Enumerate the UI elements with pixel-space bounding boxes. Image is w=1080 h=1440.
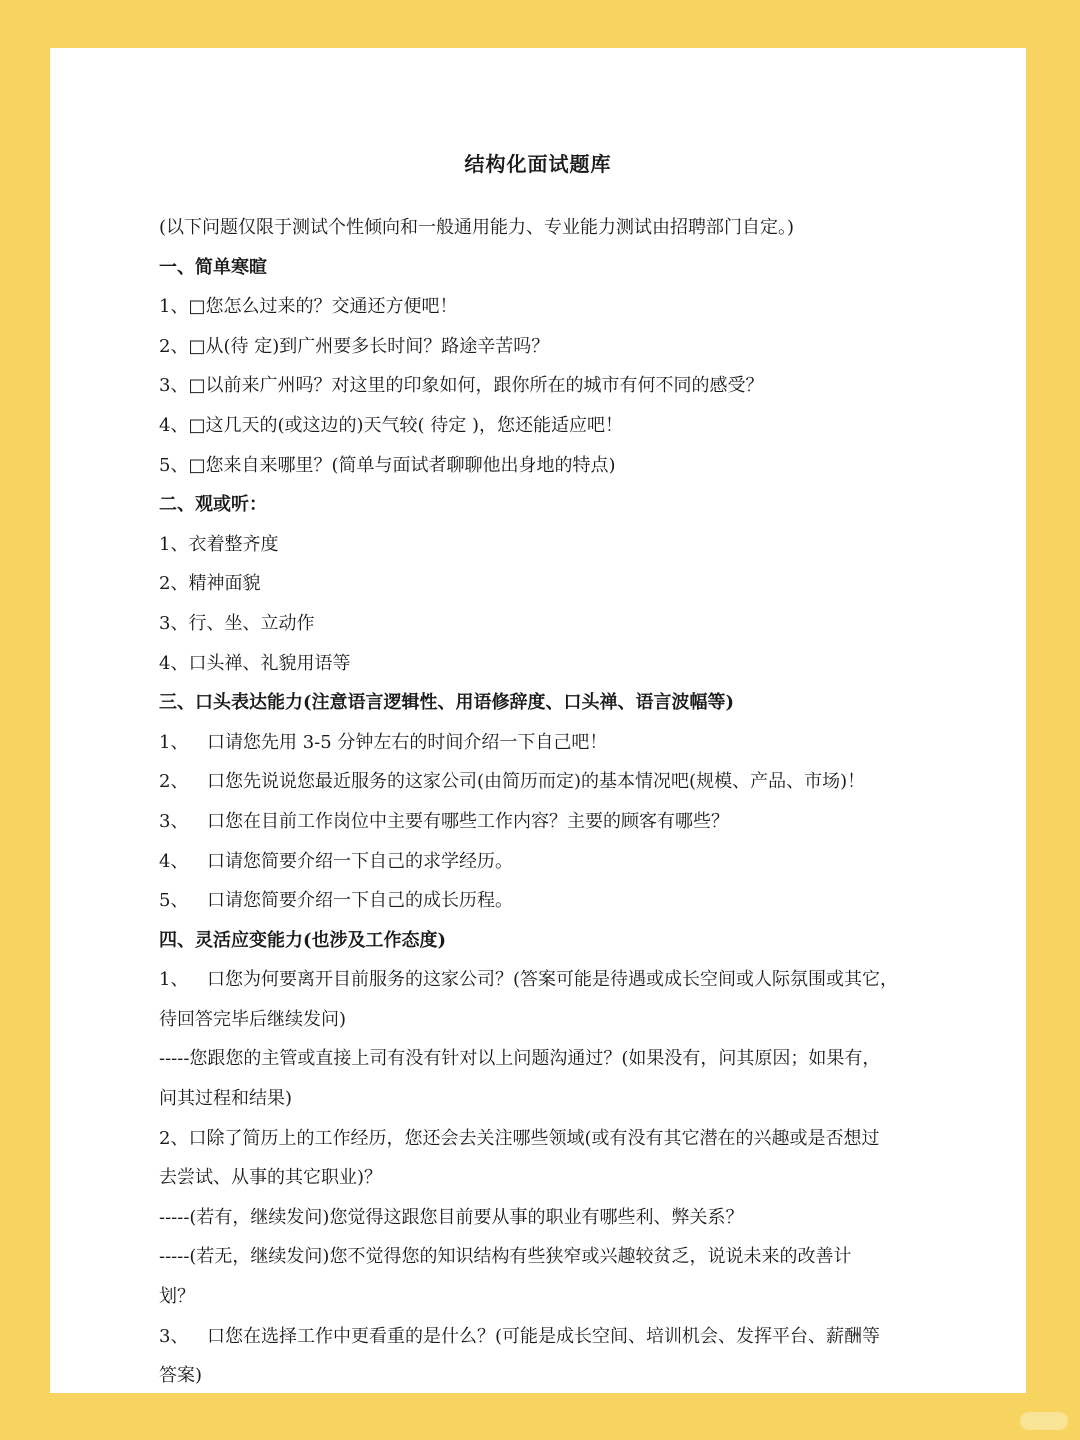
item-number: 3、 [159, 810, 189, 832]
section-heading-adaptability: 四、灵活应变能力(也涉及工作态度) [159, 929, 447, 951]
list-item [159, 881, 949, 921]
item-continuation: 去尝试、从事的其它职业)？ [159, 1167, 383, 1189]
list-item: 1、□您怎么过来的？交通还方便吧！ [159, 296, 458, 318]
item-text: 口您先说说您最近服务的这家公司(由简历而定)的基本情况吧(规模、产品、市场)！ [207, 771, 866, 793]
section-heading-greeting: 一、简单寒暄 [159, 256, 267, 278]
item-number: 5、 [159, 890, 189, 912]
item-text: 口您为何要离开目前服务的这家公司？(答案可能是待遇或成长空间或人际氛围或其它， [207, 969, 899, 991]
item-continuation: 划？ [159, 1286, 195, 1308]
list-item: 2、精神面貌 [159, 573, 261, 595]
follow-up-question: -----(若无，继续发问)您不觉得您的知识结构有些狭窄或兴趣较贫乏，说说未来的改善计 [159, 1246, 852, 1268]
list-item [159, 723, 949, 763]
list-item: 3、行、坐、立动作 [159, 612, 315, 634]
list-item: 4、口头禅、礼貌用语等 [159, 652, 351, 674]
follow-up-question: -----(若有，继续发问)您觉得这跟您目前要从事的职业有哪些利、弊关系？ [159, 1206, 744, 1228]
section-heading-oral: 三、口头表达能力(注意语言逻辑性、用语修辞度、口头禅、语言波幅等) [159, 692, 735, 714]
item-number: 1、 [159, 731, 189, 753]
intro-note: (以下问题仅限于测试个性倾向和一般通用能力、专业能力测试由招聘部门自定。) [159, 217, 795, 238]
list-item [159, 1317, 949, 1357]
item-text: 口您在目前工作岗位中主要有哪些工作内容？主要的顾客有哪些？ [207, 810, 729, 832]
item-number: 3、 [159, 1325, 189, 1347]
list-item [159, 762, 949, 802]
list-item [159, 960, 949, 1000]
item-text: 口请您先用 3-5 分钟左右的时间介绍一下自己吧！ [207, 731, 608, 753]
follow-up-question: -----您跟您的主管或直接上司有没有针对以上问题沟通过？(如果没有，问其原因；如果有， [159, 1048, 881, 1070]
document-page [50, 48, 1026, 1393]
list-item: 3、□以前来广州吗？对这里的印象如何，跟你所在的城市有何不同的感受？ [159, 375, 764, 397]
item-text: 口请您简要介绍一下自己的求学经历。 [207, 850, 513, 872]
page-title: 结构化面试题库 [464, 152, 612, 176]
item-number: 4、 [159, 850, 189, 872]
item-number: 1、 [159, 969, 189, 991]
item-text: 口请您简要介绍一下自己的成长历程。 [207, 890, 513, 912]
watermark-badge [1020, 1412, 1068, 1430]
document-body [159, 208, 949, 1396]
item-continuation: 问其过程和结果) [159, 1088, 293, 1110]
item-number: 2、 [159, 771, 189, 793]
list-item [159, 802, 949, 842]
item-continuation: 待回答完毕后继续发问) [159, 1008, 347, 1030]
section-heading-observe: 二、观或听： [159, 494, 267, 516]
list-item [159, 842, 949, 882]
list-item: 1、衣着整齐度 [159, 533, 279, 555]
list-item: 5、□您来自来哪里？(简单与面试者聊聊他出身地的特点) [159, 454, 616, 476]
list-item: 2、口除了简历上的工作经历，您还会去关注哪些领域(或有没有其它潜在的兴趣或是否想过 [159, 1127, 880, 1149]
item-text: 口您在选择工作中更看重的是什么？(可能是成长空间、培训机会、发挥平台、薪酬等 [207, 1325, 881, 1347]
list-item: 2、□从(待 定)到广州要多长时间？路途辛苦吗？ [159, 335, 550, 357]
list-item: 4、□这几天的(或这边的)天气较( 待定 )，您还能适应吧！ [159, 414, 623, 436]
item-continuation: 答案) [159, 1365, 203, 1387]
